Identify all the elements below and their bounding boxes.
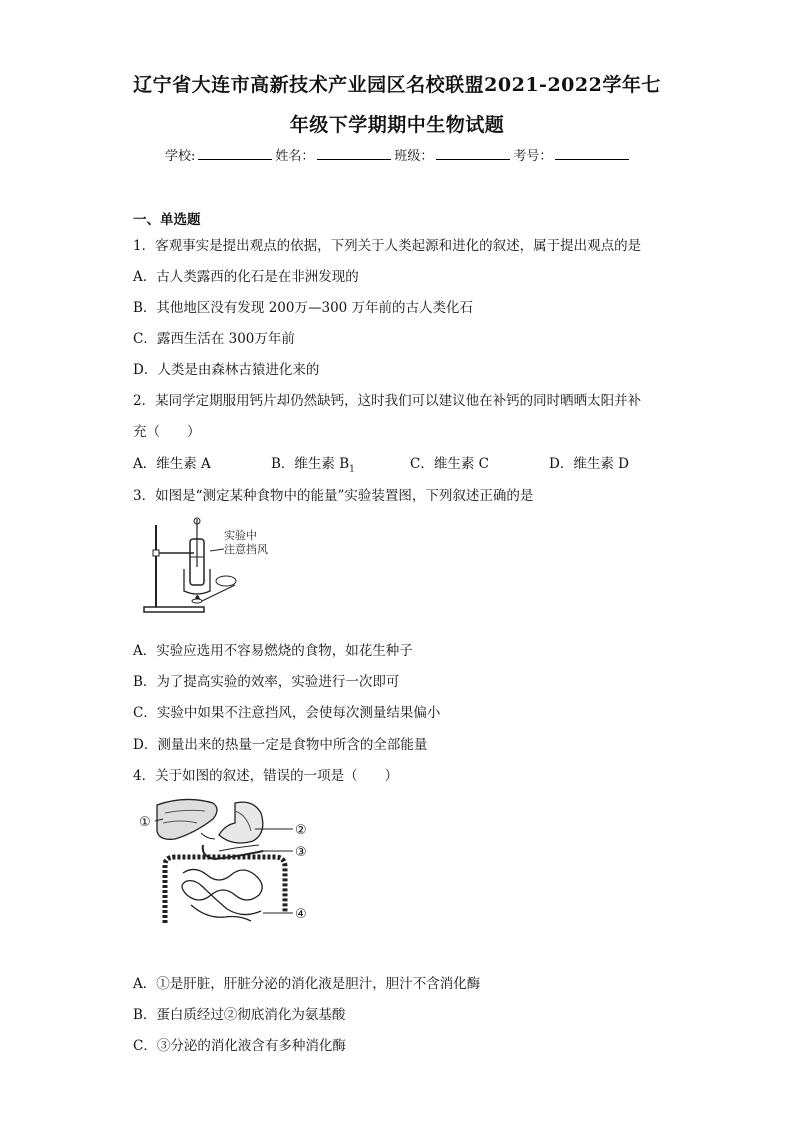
q4-option-c: C．③分泌的消化液含有多种消化酶 [133, 1038, 346, 1054]
q4-option-b: B．蛋白质经过②彻底消化为氨基酸 [133, 1007, 346, 1023]
q2-option-c: C．维生素 C [410, 456, 489, 472]
q3-option-a: A．实验应选用不容易燃烧的食物，如花生种子 [133, 643, 413, 659]
q1-option-a: A．古人类露西的化石是在非洲发现的 [133, 269, 359, 285]
q4-option-a: A．①是肝脏，肝脏分泌的消化液是胆汁，胆汁不含消化酶 [133, 976, 481, 992]
class-label: 班级： [394, 149, 434, 164]
figure-label-1: ① [139, 815, 151, 830]
exam-number-label: 考号： [513, 149, 553, 164]
exam-number-field[interactable] [555, 145, 629, 160]
q2-option-d: D．维生素 D [549, 456, 629, 472]
exam-title-line2: 年级下学期期中生物试题 [289, 114, 505, 136]
figure-label-4: ④ [295, 907, 307, 922]
q2-option-b-subscript: 1 [349, 464, 355, 475]
q2-option-b: B．维生素 B [271, 456, 350, 472]
figure-label-3: ③ [295, 845, 307, 860]
food-energy-apparatus-figure [140, 517, 270, 617]
q2-option-b-wrap [271, 452, 355, 475]
q1-option-c: C．露西生活在 300万年前 [133, 331, 295, 347]
q1-stem: 1．客观事实是提出观点的依据，下列关于人类起源和进化的叙述，属于提出观点的是 [133, 238, 642, 254]
q3-option-d: D．测量出来的热量一定是食物中所含的全部能量 [133, 737, 428, 753]
school-label: 学校: [165, 149, 196, 164]
school-field[interactable] [198, 145, 272, 160]
q2-stem-line1: 2．某同学定期服用钙片却仍然缺钙，这时我们可以建议他在补钙的同时晒晒太阳并补 [133, 393, 642, 409]
class-field[interactable] [436, 145, 510, 160]
q3-stem: 3．如图是“测定某种食物中的能量”实验装置图，下列叙述正确的是 [133, 488, 534, 504]
figure-label-2: ② [295, 823, 307, 838]
exam-title-line1: 辽宁省大连市高新技术产业园区名校联盟2021-2022学年七 [133, 74, 661, 96]
q3-option-b: B．为了提高实验的效率，实验进行一次即可 [133, 674, 400, 690]
q2-option-a: A．维生素 A [133, 456, 211, 472]
digestive-system-figure [135, 795, 320, 930]
apparatus-label-line2: 注意挡风 [224, 543, 268, 556]
apparatus-label-line1: 实验中 [224, 529, 257, 542]
q2-stem-line2: 充（ ） [133, 424, 201, 440]
q1-option-d: D．人类是由森林古猿进化来的 [133, 362, 320, 378]
q1-option-b: B．其他地区没有发现 200万—300 万年前的古人类化石 [133, 300, 474, 316]
name-label: 姓名： [275, 149, 315, 164]
name-field[interactable] [317, 145, 391, 160]
q3-option-c: C．实验中如果不注意挡风，会使每次测量结果偏小 [133, 705, 441, 721]
student-info-row [165, 145, 632, 164]
q4-stem: 4．关于如图的叙述，错误的一项是（ ） [133, 768, 399, 784]
section-heading: 一、单选题 [133, 212, 201, 228]
